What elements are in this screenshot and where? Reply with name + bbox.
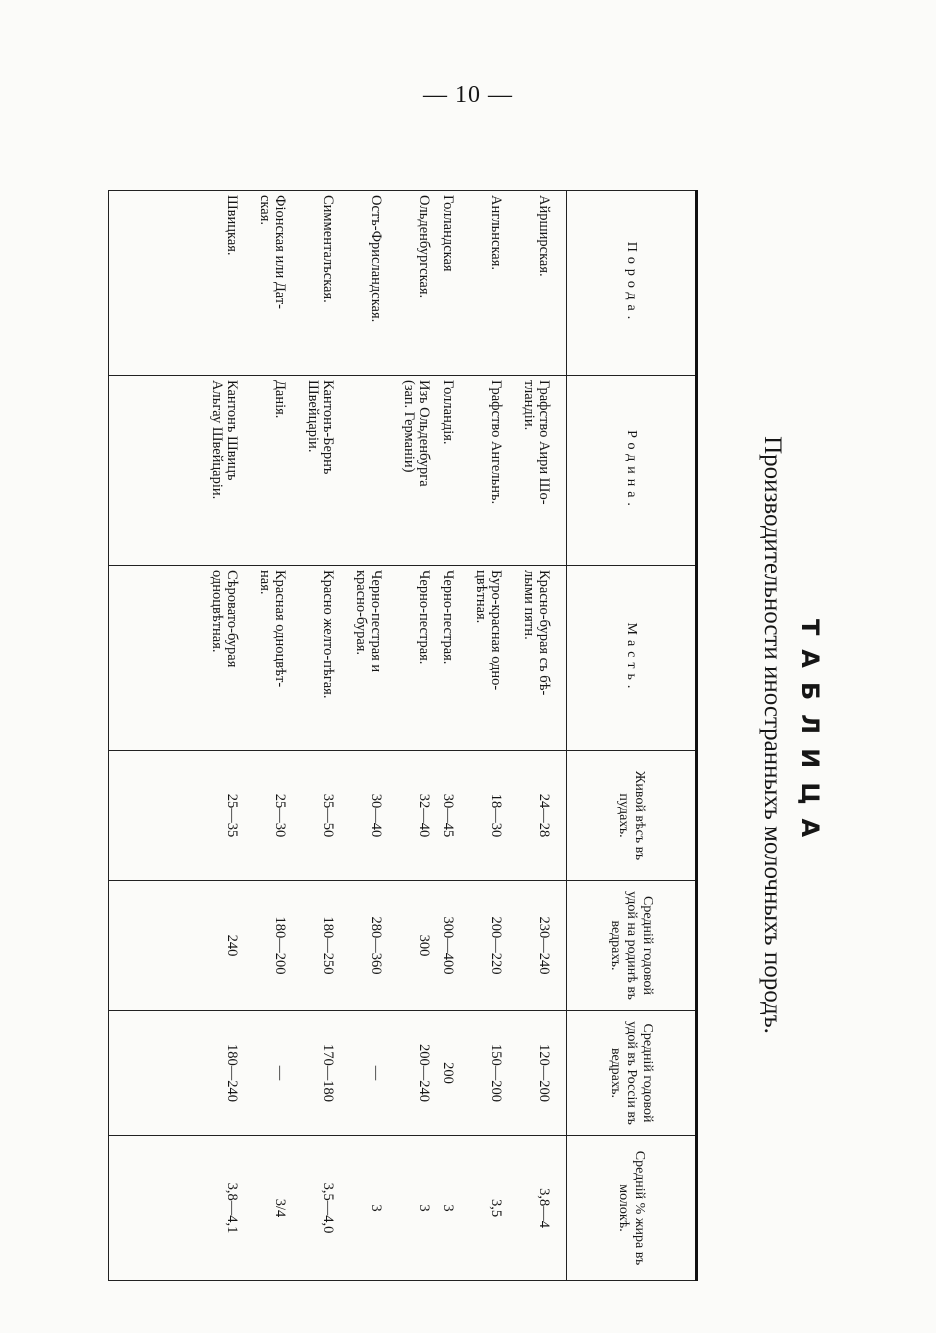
cell-breed: Англьнская. <box>455 191 503 376</box>
header-yield-russia: Средній годовой удой въ Россіи въ ведрахъ. <box>567 1011 697 1136</box>
table-row <box>455 191 503 1281</box>
cell-yield-home: 180—250 <box>287 881 335 1011</box>
header-breed: Порода. <box>567 191 697 376</box>
header-weight: Живой вѣсъ въ пудахъ. <box>567 751 697 881</box>
cell-color-line1: Черно-пестрая. <box>440 570 456 665</box>
cell-origin-line1: Кантонъ-Бернъ <box>320 380 336 475</box>
cell-color-line1: Черно-пестрая и <box>368 570 384 673</box>
cell-breed: Голландская <box>431 191 455 376</box>
cell-origin-line1: Данія. <box>272 380 288 419</box>
cell-origin <box>239 376 287 566</box>
cell-color <box>287 566 335 751</box>
spacer-row <box>551 191 567 1281</box>
header-fat: Средній % жира въ молокѣ. <box>567 1136 697 1281</box>
cell-yield-home: 280—360 <box>335 881 383 1011</box>
cell-origin <box>179 376 239 566</box>
cell-yield-home: 180—200 <box>239 881 287 1011</box>
cell-origin-line1: Кантонъ Швицъ <box>224 380 240 481</box>
cell-weight: 24—28 <box>503 751 551 881</box>
cell-color-line1: Красная одноцвѣт- <box>272 570 288 688</box>
cell-origin-line2: Швейцаріи. <box>305 380 321 453</box>
table-row <box>239 191 287 1281</box>
cell-breed: Швицкая. <box>179 191 239 376</box>
cell-color-line1: Буро-красная одно- <box>488 570 504 691</box>
cell-weight: 18—30 <box>455 751 503 881</box>
rotated-table-block <box>108 190 828 1280</box>
cell-breed-line2: ская. <box>257 195 273 225</box>
cell-color <box>383 566 431 751</box>
cell-fat: 3,8—4 <box>503 1136 551 1281</box>
cell-fat: 3 <box>431 1136 455 1281</box>
cell-yield-home: 300 <box>383 881 431 1011</box>
cell-origin-line1: Графство Ангельнъ. <box>488 380 504 505</box>
cell-yield-home: 300—400 <box>431 881 455 1011</box>
cell-origin-line2: (зап. Германіи) <box>401 380 417 473</box>
cell-color-line2: красно-бурая. <box>353 570 369 656</box>
breeds-table <box>108 190 698 1281</box>
cell-origin <box>335 376 383 566</box>
table-row <box>503 191 551 1281</box>
cell-weight: 25—35 <box>179 751 239 881</box>
cell-color-line2: лыми пятн. <box>521 570 537 640</box>
cell-color-line1: Красно желто-пѣгая. <box>320 570 336 699</box>
cell-yield-home: 230—240 <box>503 881 551 1011</box>
cell-color <box>239 566 287 751</box>
cell-color <box>335 566 383 751</box>
table-row <box>179 191 239 1281</box>
cell-origin-line1: Изъ Ольденбурга <box>416 380 432 487</box>
cell-color <box>431 566 455 751</box>
cell-yield-russia: 180—240 <box>179 1011 239 1136</box>
cell-fat: 3,5—4,0 <box>287 1136 335 1281</box>
header-yield-home: Средній годовой удой на родинѣ въ ведрахъ. <box>567 881 697 1011</box>
cell-weight: 32—40 <box>383 751 431 881</box>
cell-fat: 3 <box>383 1136 431 1281</box>
cell-breed: Симменталъская. <box>287 191 335 376</box>
cell-origin <box>503 376 551 566</box>
cell-yield-russia: — <box>335 1011 383 1136</box>
header-color: Масть. <box>567 566 697 751</box>
cell-color-line1: Красно-бурая съ бѣ- <box>536 570 552 696</box>
cell-breed-line1: Фіонская или Дат- <box>272 195 288 309</box>
cell-breed <box>239 191 287 376</box>
cell-color-line1: Сѣровато-бурая <box>224 570 240 668</box>
table-row <box>287 191 335 1281</box>
cell-color <box>503 566 551 751</box>
table-row <box>335 191 383 1281</box>
cell-fat: 3,5 <box>455 1136 503 1281</box>
cell-yield-russia: 120—200 <box>503 1011 551 1136</box>
cell-breed: Ольденбургская. <box>383 191 431 376</box>
cell-color-line1: Черно-пестрая. <box>416 570 432 665</box>
cell-fat: 3 <box>335 1136 383 1281</box>
cell-fat: 3,8—4,1 <box>179 1136 239 1281</box>
cell-yield-russia: — <box>239 1011 287 1136</box>
cell-weight: 35—50 <box>287 751 335 881</box>
cell-origin <box>431 376 455 566</box>
cell-origin-line2: Альгау Швейцаріи. <box>209 380 225 500</box>
cell-yield-russia: 200 <box>431 1011 455 1136</box>
page-number: — 10 — <box>423 82 513 108</box>
cell-origin-line1: Голландія. <box>440 380 456 445</box>
table-subtitle: Производительности иностранныхъ молочныхъ породъ. <box>759 436 786 1034</box>
cell-origin-line1: Графство Аири Шо- <box>536 380 552 505</box>
cell-origin <box>287 376 335 566</box>
filler-row <box>109 191 180 1281</box>
cell-yield-home: 240 <box>179 881 239 1011</box>
cell-origin-line2: тландіи. <box>521 380 537 431</box>
cell-origin <box>383 376 431 566</box>
cell-yield-russia: 170—180 <box>287 1011 335 1136</box>
cell-breed: Айрширская. <box>503 191 551 376</box>
cell-yield-russia: 150—200 <box>455 1011 503 1136</box>
table-title: ТАБЛИЦА <box>796 618 824 852</box>
cell-yield-russia: 200—240 <box>383 1011 431 1136</box>
table-row <box>383 191 431 1281</box>
cell-breed: Остъ-Фрисландская. <box>335 191 383 376</box>
cell-color-line2: одноцвѣтная. <box>209 570 225 653</box>
cell-origin <box>455 376 503 566</box>
cell-color <box>455 566 503 751</box>
cell-fat: 3/4 <box>239 1136 287 1281</box>
cell-weight: 25—30 <box>239 751 287 881</box>
cell-color-line2: ная. <box>257 570 273 595</box>
cell-weight: 30—45 <box>431 751 455 881</box>
cell-yield-home: 200—220 <box>455 881 503 1011</box>
table-row <box>431 191 455 1281</box>
cell-color <box>179 566 239 751</box>
header-origin: Родина. <box>567 376 697 566</box>
title-block <box>718 190 828 1280</box>
cell-weight: 30—40 <box>335 751 383 881</box>
cell-color-line2: цвѣтная. <box>473 570 489 624</box>
header-row <box>567 191 697 1281</box>
